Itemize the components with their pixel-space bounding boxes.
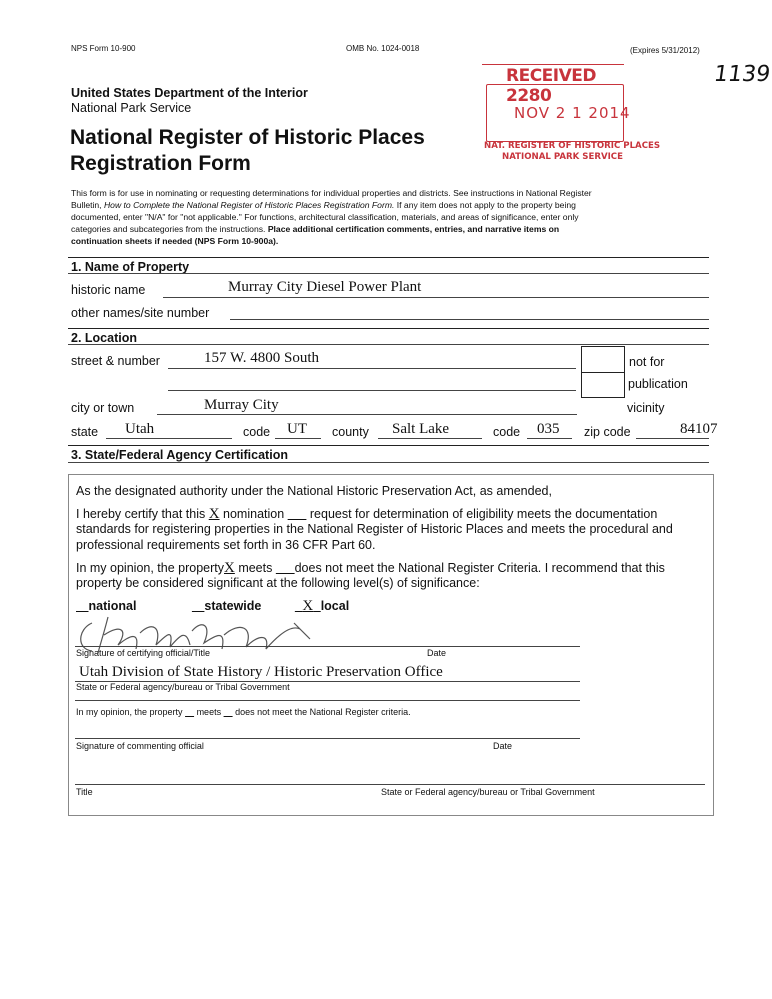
department-name: United States Department of the Interior [71,86,308,100]
not-for-label: not for [629,355,665,369]
state-code-label: code [243,425,271,439]
signature-label: Signature of certifying official/Title [76,648,211,658]
level-local[interactable]: local [320,599,350,613]
stamp-service: NATIONAL PARK SERVICE [502,152,623,162]
county-value[interactable]: Salt Lake [392,421,450,437]
divider [68,257,709,258]
page-subtitle: Registration Form [70,152,251,175]
agency-label: State or Federal agency/bureau or Tribal Government [76,682,290,692]
county-code-label: code [493,425,521,439]
expiration-date: (Expires 5/31/2012) [630,46,700,55]
service-name: National Park Service [71,101,192,115]
local-checkmark[interactable]: X [302,598,314,614]
zip-value[interactable]: 84107 [680,421,718,437]
street-label: street & number [71,354,160,368]
section1-title: 1. Name of Property [71,260,190,274]
historic-name-label: historic name [71,283,146,297]
date-label: Date [427,648,447,658]
instructions-paragraph: This form is for use in nominating or requesting determinations for individual properties and districts. See instructions in National Register Bulletin, How to Complete the National Register of Historic Places Registration Form. If any item does not apply to the property being documented, enter "N/A" for "not applicable." For functions, architectural classification, materials, and areas of significance, enter only categories and subcategories from the instructions. Place additional certification comments, entries, and narrative items on continuation sheets if needed (NPS Form 10-900a). [71,188,592,246]
county-code-value[interactable]: 035 [537,421,560,437]
certify-line3: professional requirements set forth in 36 CFR Part 60. [76,538,376,552]
other-names-label: other names/site number [71,306,210,320]
opinion2-line: In my opinion, the property meets does not meet the National Register criteria. [76,707,411,717]
divider [68,273,709,274]
state-code-value[interactable]: UT [287,421,307,437]
state-value[interactable]: Utah [125,421,155,437]
omb-number: OMB No. 1024-0018 [346,44,420,53]
zip-label: zip code [584,425,631,439]
received-stamp [484,56,661,174]
form-number: NPS Form 10-900 [71,44,136,53]
stamp-date: NOV 2 1 2014 [514,104,631,122]
not-for-publication-checkbox[interactable] [581,346,625,374]
vicinity-checkbox[interactable] [581,372,625,398]
authority-text: As the designated authority under the National Historic Preservation Act, as amended, [76,484,552,498]
stamp-registry: NAT. REGISTER OF HISTORIC PLACES [484,141,661,151]
handwritten-number: 1139 [712,62,772,87]
agency-label-2: State or Federal agency/bureau or Tribal Government [381,787,595,797]
level-national[interactable]: national [88,599,137,613]
opinion-line1: In my opinion, the propertyX meets does not meet the National Register Criteria. I recommend that this [76,560,665,576]
street-value[interactable]: 157 W. 4800 South [204,350,320,366]
city-value[interactable]: Murray City [204,397,279,413]
title-label: Title [76,787,93,797]
page-title: National Register of Historic Places [70,126,425,149]
office-value[interactable]: Utah Division of State History / Historic Preservation Office [79,664,443,680]
comment-date-label: Date [493,741,513,751]
city-label: city or town [71,401,135,415]
historic-name-value[interactable]: Murray City Diesel Power Plant [228,279,422,295]
level-statewide[interactable]: statewide [204,599,262,613]
nomination-checkmark[interactable]: X [208,506,220,522]
opinion-line2: property be considered significant at the following level(s) of significance: [76,576,480,590]
stamp-received: RECEIVED 2280 [506,66,596,106]
county-label: county [332,425,369,439]
publication-label: publication [628,377,688,391]
certify-line1: I hereby certify that this X nomination request for determination of eligibility meets the documentation [76,506,658,522]
certify-line2: standards for registering properties in the National Register of Historic Places and meets the procedural and [76,522,673,536]
vicinity-label: vicinity [627,401,665,415]
section3-title: 3. State/Federal Agency Certification [71,448,288,462]
comment-signature-label: Signature of commenting official [76,741,204,751]
section2-title: 2. Location [71,331,137,345]
state-label: state [71,425,99,439]
meets-checkmark[interactable]: X [224,560,235,576]
